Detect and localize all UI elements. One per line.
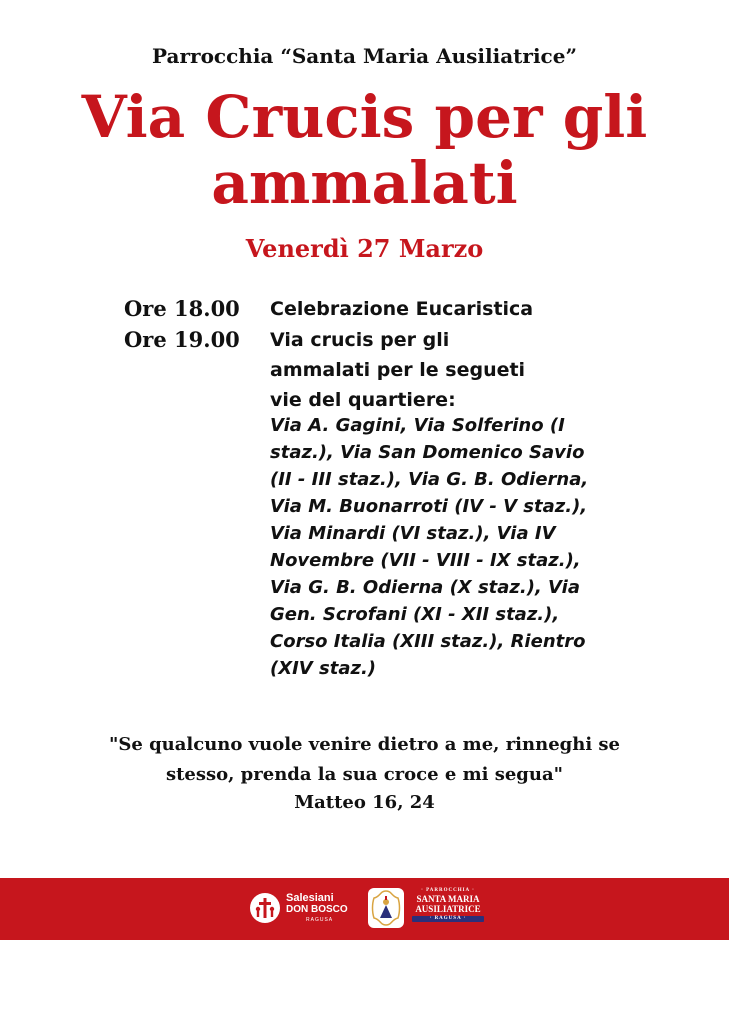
- streets-line: Via Minardi (VI staz.), Via IV: [270, 523, 556, 544]
- streets-line: Novembre (VII - VIII - IX staz.),: [270, 550, 581, 571]
- streets-line: Gen. Scrofani (XI - XII staz.),: [270, 604, 560, 625]
- schedule-description: Celebrazione Eucaristica: [270, 298, 534, 320]
- parish-logo: [366, 886, 486, 934]
- schedule-time: Ore 19.00: [124, 327, 240, 352]
- streets-list: [270, 412, 670, 682]
- streets-line: Via M. Buonarroti (IV - V staz.),: [270, 496, 588, 517]
- schedule-time: Ore 18.00: [124, 296, 240, 321]
- parish-name: Parrocchia “Santa Maria Ausiliatrice”: [152, 44, 577, 68]
- description-line: ammalati per le segueti: [270, 359, 526, 381]
- salesiani-logo-icon: [250, 893, 280, 923]
- description-line: vie del quartiere:: [270, 389, 456, 411]
- salesiani-sub: DON BOSCO: [286, 904, 348, 915]
- streets-line: (XIV staz.): [270, 658, 377, 679]
- streets-line: Via G. B. Odierna (X staz.), Via: [270, 577, 580, 598]
- bible-quote: [60, 730, 669, 790]
- parish-logo-line3: AUSILIATRICE: [415, 904, 481, 914]
- parish-logo-line2: SANTA MARIA: [416, 894, 480, 904]
- streets-line: (II - III staz.), Via G. B. Odierna,: [270, 469, 589, 490]
- parish-emblem-icon: [368, 888, 404, 928]
- quote-line: stesso, prenda la sua croce e mi segua": [165, 764, 564, 785]
- salesiani-city: RAGUSA: [306, 917, 334, 923]
- quote-line: "Se qualcuno vuole venire dietro a me, rinneghi se: [108, 734, 621, 755]
- salesiani-name: Salesiani: [286, 892, 334, 904]
- title-line-1: Via Crucis per gli: [81, 83, 648, 151]
- streets-line: Via A. Gagini, Via Solferino (I: [270, 415, 565, 436]
- title-line-2: ammalati: [211, 149, 518, 217]
- schedule-description: [270, 325, 650, 415]
- streets-line: Corso Italia (XIII staz.), Rientro: [270, 631, 586, 652]
- event-date: Venerdì 27 Marzo: [245, 234, 484, 263]
- quote-citation: Matteo 16, 24: [294, 792, 435, 813]
- description-line: Via crucis per gli: [270, 329, 450, 351]
- parish-logo-line4: · RAGUSA ·: [412, 916, 484, 922]
- footer-band: [0, 878, 729, 940]
- salesiani-logo: [250, 890, 360, 930]
- streets-line: staz.), Via San Domenico Savio: [270, 442, 585, 463]
- parish-logo-line1: · PARROCCHIA ·: [421, 888, 475, 893]
- page-title: [0, 84, 729, 216]
